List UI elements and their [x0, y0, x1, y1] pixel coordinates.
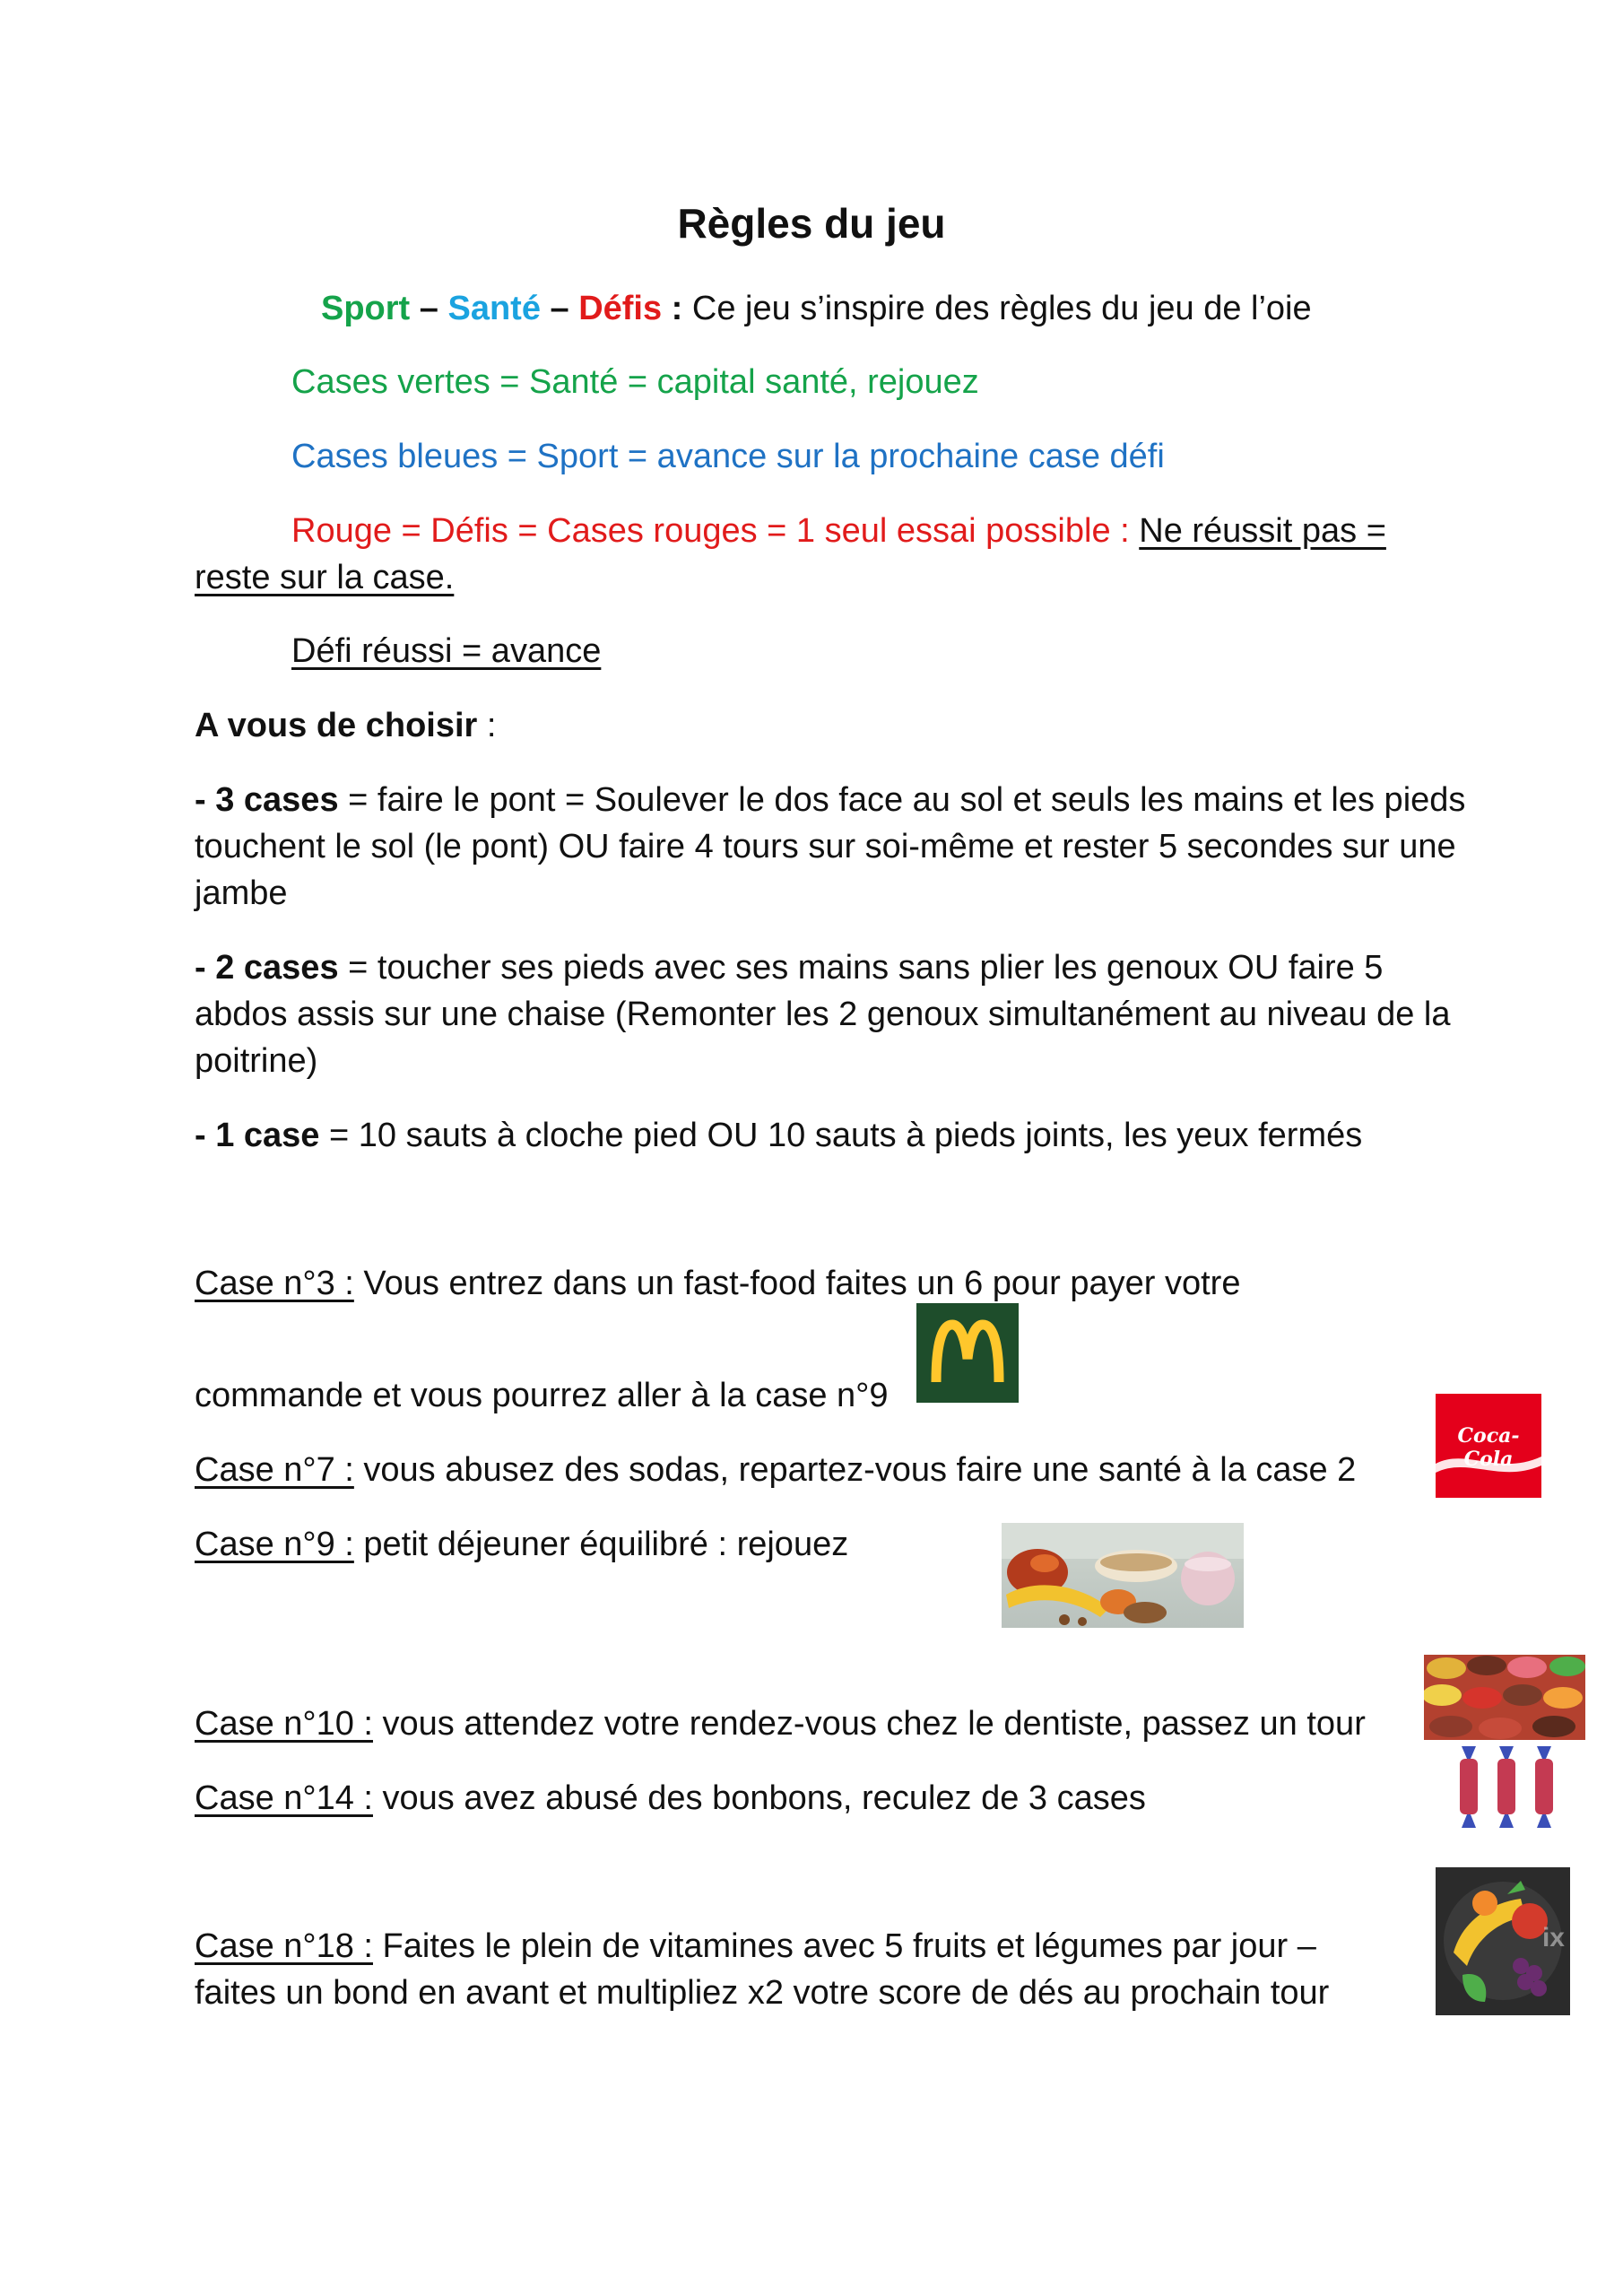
choice-text: = toucher ses pieds avec ses mains sans plier les genoux OU faire 5 abdos assis sur une chaise (Remonter les 2 genoux simultanément au niveau de la poitrine) — [195, 949, 1451, 1080]
coca-cola-logo-icon — [1436, 1394, 1541, 1498]
intro-sante: Santé — [447, 290, 541, 327]
intro-colon: : — [662, 290, 683, 327]
rule-red-text: Rouge = Défis = Cases rouges = 1 seul essai possible : — [291, 512, 1140, 550]
choose-heading-text: A vous de choisir — [195, 707, 478, 744]
choose-heading-colon: : — [477, 707, 497, 744]
rule-green: Cases vertes = Santé = capital santé, rejouez — [291, 363, 979, 401]
intro-line — [321, 285, 1312, 332]
rule-red-fail: Ne réussit pas = — [1139, 512, 1386, 550]
case-text: petit déjeuner équilibré : rejouez — [353, 1526, 849, 1563]
intro-sport: Sport — [321, 290, 411, 327]
case-18 — [195, 1923, 1316, 1970]
case-7 — [195, 1447, 1356, 1493]
case-text: vous abusez des sodas, repartez-vous faire une santé à la case 2 — [353, 1451, 1357, 1489]
case-3-continued: commande et vous pourrez aller à la case n°9 — [195, 1377, 889, 1414]
watermark-text: ix — [1541, 1923, 1565, 1952]
choice-bold: - 1 case — [195, 1117, 320, 1154]
case-3 — [195, 1260, 1240, 1307]
case-14 — [195, 1775, 1146, 1822]
choice-text: = faire le pont = Soulever le dos face au sol et seuls les mains et les pieds touchent le sol (le pont) OU faire 4 tours sur soi-même et rester 5 secondes sur une jambe — [195, 781, 1466, 912]
breakfast-image — [1002, 1523, 1244, 1628]
rule-red — [291, 508, 1386, 554]
case-label: Case n°9 : — [195, 1526, 354, 1563]
rule-success: Défi réussi = avance — [291, 632, 602, 670]
candies-icon — [1454, 1744, 1562, 1830]
intro-defis: Défis — [578, 290, 663, 327]
rule-red-continued: reste sur la case. — [195, 559, 455, 596]
choice-bold: - 3 cases — [195, 781, 339, 819]
case-text: vous avez abusé des bonbons, reculez de 3 cases — [372, 1779, 1146, 1817]
case-text: Faites le plein de vitamines avec 5 fruits et légumes par jour – — [372, 1927, 1316, 1965]
choice-text: = 10 sauts à cloche pied OU 10 sauts à pieds joints, les yeux fermés — [319, 1117, 1363, 1154]
choose-heading — [195, 702, 496, 749]
intro-dash: – — [410, 290, 448, 327]
coca-cola-text: Coca-Cola — [1457, 1424, 1520, 1471]
case-text: Vous entrez dans un fast-food faites un 6 pour payer votre — [353, 1265, 1241, 1302]
case-label: Case n°14 : — [195, 1779, 373, 1817]
case-label: Case n°7 : — [195, 1451, 354, 1489]
choice-item-1 — [195, 1112, 1468, 1159]
page-title: Règles du jeu — [677, 200, 946, 247]
fruits-vegetables-image — [1436, 1867, 1570, 2015]
case-label: Case n°18 : — [195, 1927, 373, 1965]
rule-blue: Cases bleues = Sport = avance sur la prochaine case défi — [291, 438, 1165, 475]
case-label: Case n°10 : — [195, 1705, 373, 1743]
candy-bowls-image — [1424, 1655, 1585, 1740]
intro-text: Ce jeu s’inspire des règles du jeu de l’oie — [682, 290, 1312, 327]
case-label: Case n°3 : — [195, 1265, 354, 1302]
case-18-continued: faites un bond en avant et multipliez x2 votre score de dés au prochain tour — [195, 1974, 1330, 2012]
case-9 — [195, 1521, 848, 1568]
mcdonalds-logo-icon — [916, 1303, 1019, 1403]
case-text: vous attendez votre rendez-vous chez le dentiste, passez un tour — [372, 1705, 1366, 1743]
case-10 — [195, 1700, 1366, 1747]
intro-dash: – — [540, 290, 579, 327]
choice-item-3 — [195, 777, 1468, 917]
choice-item-2 — [195, 944, 1468, 1084]
choice-bold: - 2 cases — [195, 949, 339, 987]
